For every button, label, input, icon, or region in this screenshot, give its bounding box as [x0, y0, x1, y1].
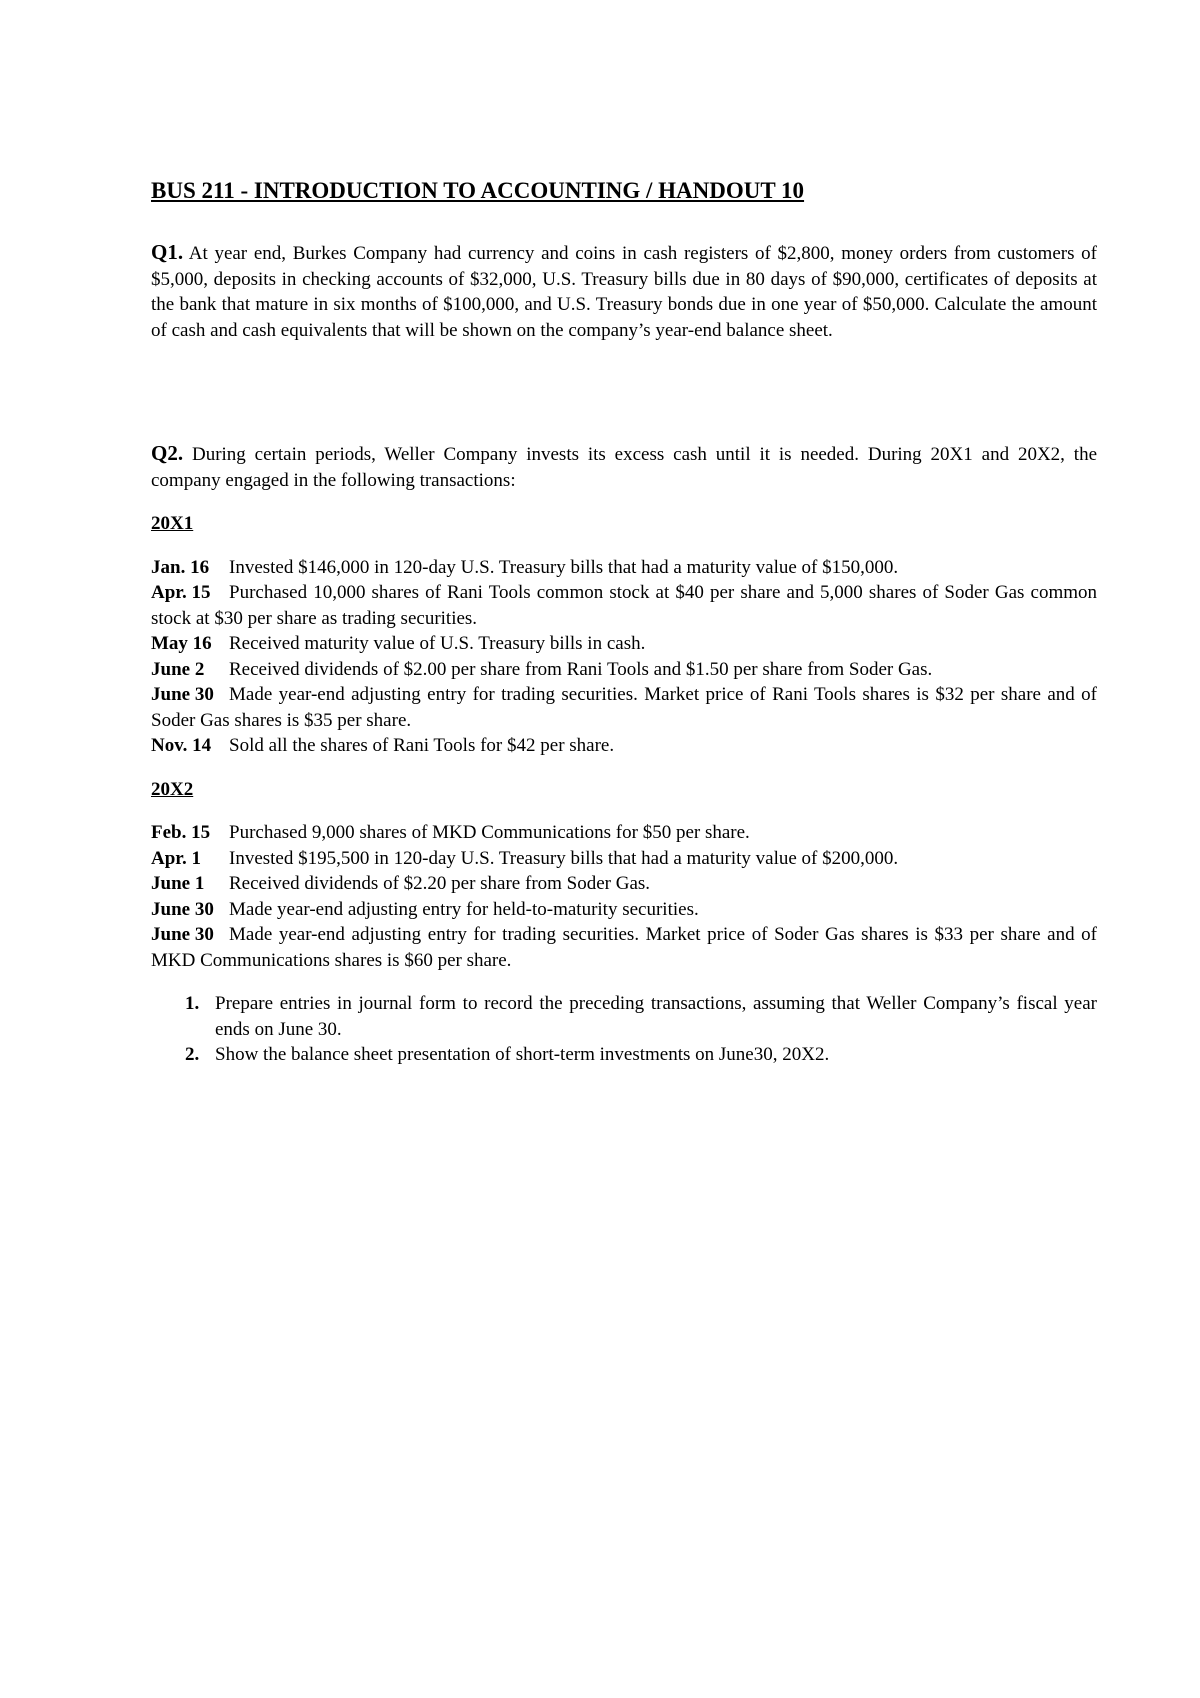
- transaction-text: Received maturity value of U.S. Treasury bills in cash.: [229, 633, 646, 654]
- year-heading-20x1: 20X1: [151, 513, 194, 534]
- transaction-entry: [151, 922, 1097, 973]
- transaction-entry: [151, 580, 1097, 631]
- transaction-entry: [151, 733, 1097, 759]
- transaction-entry: [151, 871, 1097, 897]
- transaction-entry: [151, 555, 1097, 581]
- transaction-text: Made year-end adjusting entry for trading securities. Market price of Soder Gas shares is $33 per share and of MKD Communications shares is $60 per share.: [151, 924, 1097, 971]
- transaction-entry: [151, 897, 1097, 923]
- question-2: [151, 441, 1097, 493]
- document-title: BUS 211 - INTRODUCTION TO ACCOUNTING / HANDOUT 10: [151, 178, 805, 203]
- question-2-text: During certain periods, Weller Company invests its excess cash until it is needed. During 20X1 and 20X2, the company engaged in the following transactions:: [151, 444, 1097, 491]
- transaction-date: Nov. 14: [151, 735, 212, 756]
- transaction-text: Received dividends of $2.20 per share from Soder Gas.: [229, 873, 651, 894]
- transaction-entry: [151, 682, 1097, 733]
- transaction-date: Apr. 1: [151, 847, 201, 869]
- question-1: [151, 240, 1097, 343]
- transaction-text: Invested $146,000 in 120-day U.S. Treasury bills that had a maturity value of $150,000.: [229, 556, 899, 578]
- task-number: 1.: [185, 993, 200, 1014]
- transaction-text: Purchased 10,000 shares of Rani Tools common stock at $40 per share and 5,000 shares of Soder Gas common stock at $30 per share as trading securities.: [151, 582, 1097, 629]
- transaction-text: Invested $195,500 in 120-day U.S. Treasury bills that had a maturity value of $200,000.: [229, 847, 899, 869]
- task-number: 2.: [185, 1044, 200, 1065]
- transaction-entry: [151, 820, 1097, 846]
- transaction-date: Jan. 16: [151, 556, 210, 578]
- task-text: Show the balance sheet presentation of short-term investments on June30, 20X2.: [215, 1044, 830, 1065]
- transaction-date: June 30: [151, 924, 214, 945]
- transaction-date: June 2: [151, 658, 205, 680]
- year-heading-20x2: 20X2: [151, 778, 194, 800]
- transaction-entry: [151, 657, 1097, 683]
- transaction-text: Purchased 9,000 shares of MKD Communications for $50 per share.: [229, 822, 750, 843]
- transaction-date: June 1: [151, 873, 205, 894]
- task-text: Prepare entries in journal form to record the preceding transactions, assuming that Weller Company’s fiscal year ends on June 30.: [215, 993, 1097, 1040]
- question-2-label: Q2.: [151, 441, 184, 465]
- task-item: [151, 991, 1097, 1042]
- transaction-text: Made year-end adjusting entry for held-to-maturity securities.: [229, 898, 699, 920]
- transaction-date: May 16: [151, 633, 212, 654]
- task-item: [151, 1042, 1097, 1068]
- transaction-date: Apr. 15: [151, 582, 211, 603]
- transaction-text: Received dividends of $2.00 per share from Rani Tools and $1.50 per share from Soder Gas.: [229, 658, 933, 680]
- question-1-text: At year end, Burkes Company had currency and coins in cash registers of $2,800, money orders from customers of $5,000, deposits in checking accounts of $32,000, U.S. Treasury bills due in 80 days of $90,000, certificates of deposits at the bank that mature in six months of $100,000, and U.S. Treasury bonds due in one year of $50,000. Calculate the amount of cash and cash equivalents that will be shown on the company’s year-end balance sheet.: [151, 243, 1097, 341]
- handout-page: [151, 176, 1097, 1068]
- transaction-entry: [151, 631, 1097, 657]
- transaction-date: June 30: [151, 684, 214, 705]
- question-1-label: Q1.: [151, 240, 184, 264]
- transaction-entry: [151, 846, 1097, 872]
- transaction-date: June 30: [151, 898, 214, 920]
- transaction-text: Sold all the shares of Rani Tools for $42 per share.: [229, 735, 615, 756]
- transaction-text: Made year-end adjusting entry for trading securities. Market price of Rani Tools shares is $32 per share and of Soder Gas shares is $35 per share.: [151, 684, 1097, 731]
- transaction-date: Feb. 15: [151, 822, 211, 843]
- task-list: [151, 991, 1097, 1068]
